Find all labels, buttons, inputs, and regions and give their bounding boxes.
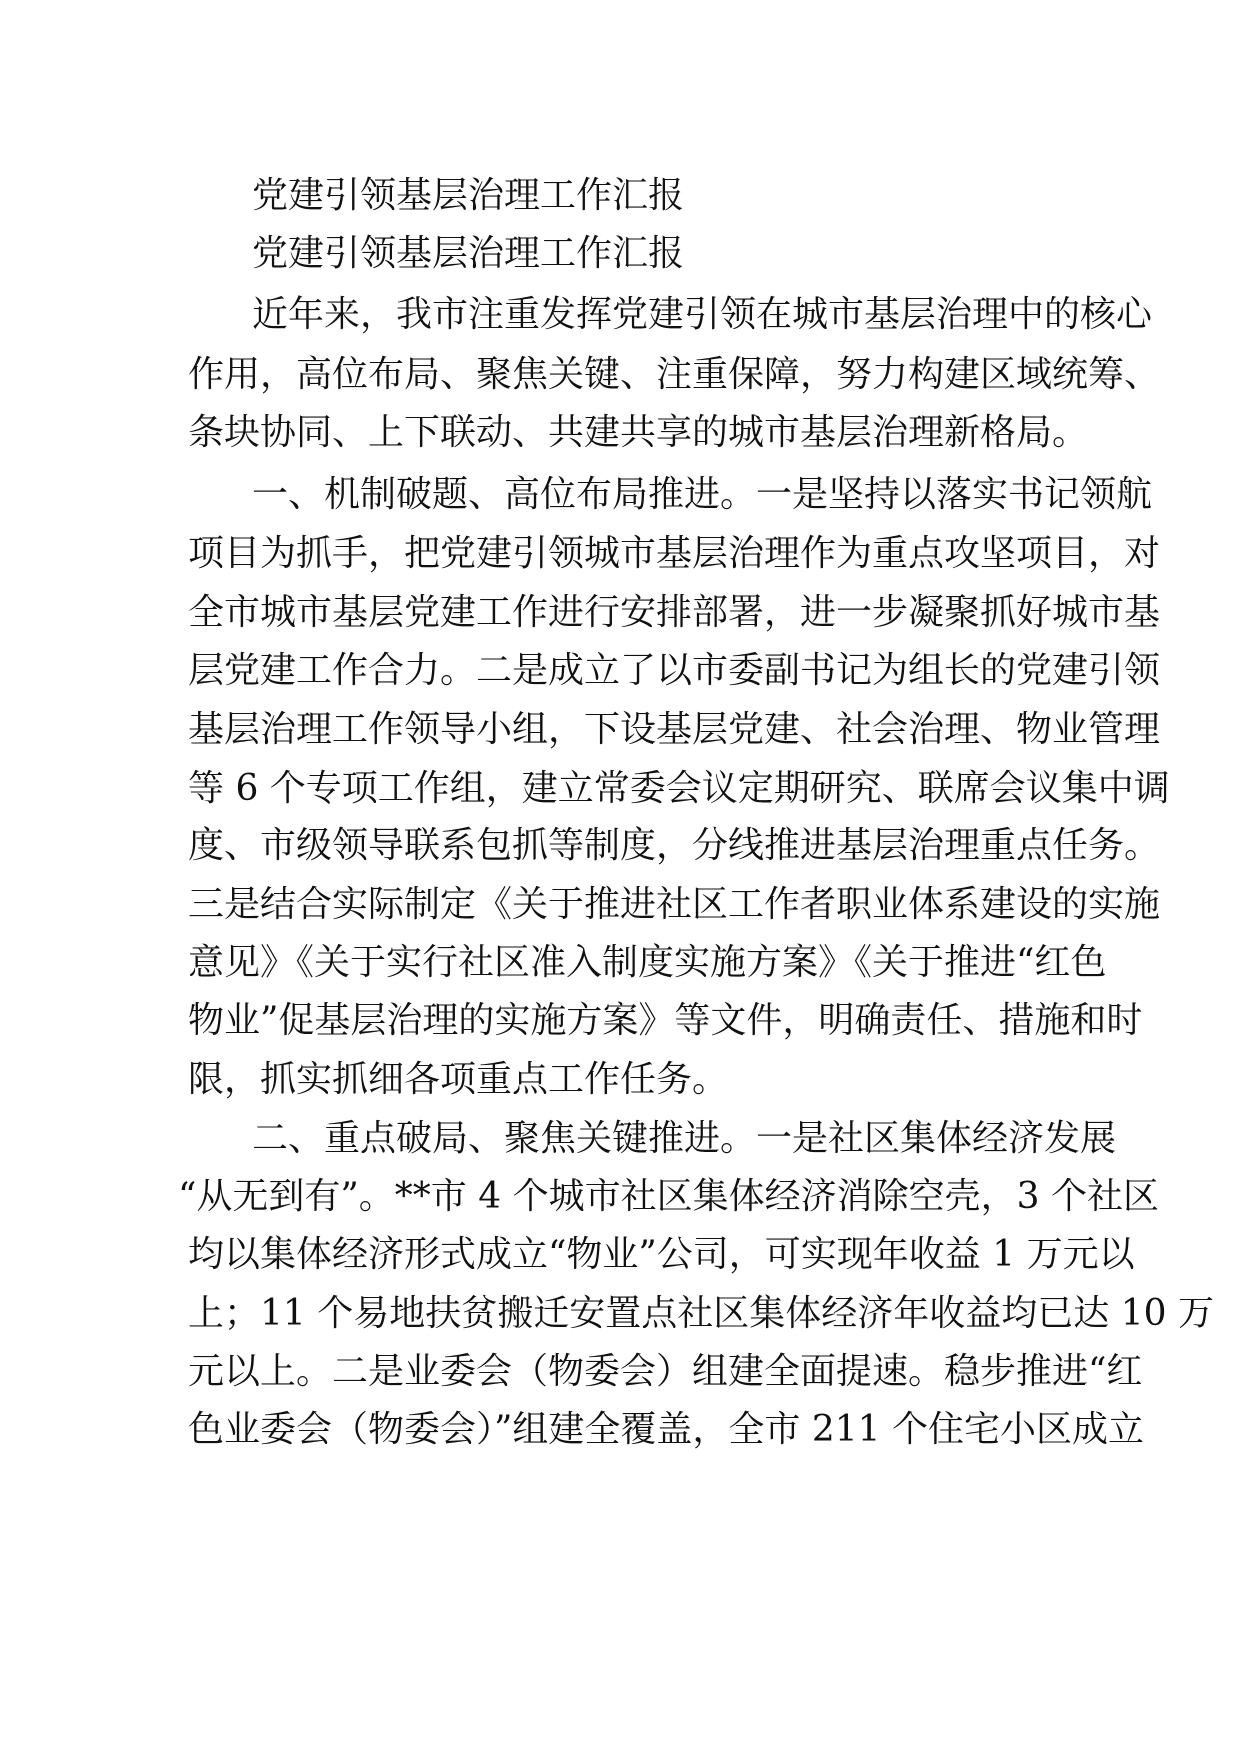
paragraph-line: 限，抓实抓细各项重点工作任务。 [188, 1059, 729, 1100]
paragraph-line: 等 6 个专项工作组，建立常委会议定期研究、联席会议集中调 [188, 768, 1170, 809]
paragraph-line: 三是结合实际制定《关于推进社区工作者职业体系建设的实施 [188, 884, 1161, 925]
paragraph-line: 基层治理工作领导小组，下设基层党建、社会治理、物业管理 [188, 709, 1161, 750]
document-subtitle: 党建引领基层治理工作汇报 [252, 233, 685, 274]
paragraph-line: 层党建工作合力。二是成立了以市委副书记为组长的党建引领 [188, 650, 1161, 691]
paragraph-line: 一、机制破题、高位布局推进。一是坚持以落实书记领航 [252, 474, 1153, 515]
paragraph-line: 元以上。二是业委会（物委会）组建全面提速。稳步推进“红 [188, 1351, 1143, 1392]
paragraph-line: 色业委会（物委会）”组建全覆盖，全市 211 个住宅小区成立 [188, 1409, 1145, 1450]
paragraph-line: 均以集体经济形式成立“物业”公司，可实现年收益 1 万元以 [188, 1234, 1135, 1275]
paragraph-line: 作用，高位布局、聚焦关键、注重保障，努力构建区域统筹、 [188, 354, 1161, 395]
paragraph-line: 近年来，我市注重发挥党建引领在城市基层治理中的核心 [252, 294, 1153, 335]
paragraph-line: 物业”促基层治理的实施方案》等文件，明确责任、措施和时 [188, 1000, 1143, 1041]
paragraph-line: “从无到有”。**市 4 个城市社区集体经济消除空壳，3 个社区 [178, 1176, 1159, 1217]
paragraph-line: 全市城市基层党建工作进行安排部署，进一步凝聚抓好城市基 [188, 592, 1161, 633]
paragraph-line: 上；11 个易地扶贫搬迁安置点社区集体经济年收益均已达 10 万 [188, 1293, 1214, 1334]
paragraph-line: 条块协同、上下联动、共建共享的城市基层治理新格局。 [188, 412, 1089, 453]
paragraph-line: 度、市级领导联系包抓等制度，分线推进基层治理重点任务。 [188, 825, 1161, 866]
paragraph-line: 项目为抓手，把党建引领城市基层治理作为重点攻坚项目，对 [188, 533, 1161, 574]
paragraph-line: 二、重点破局、聚焦关键推进。一是社区集体经济发展 [252, 1118, 1117, 1159]
paragraph-line: 意见》《关于实行社区准入制度实施方案》《关于推进“红色 [188, 942, 1107, 983]
document-title: 党建引领基层治理工作汇报 [252, 175, 685, 216]
